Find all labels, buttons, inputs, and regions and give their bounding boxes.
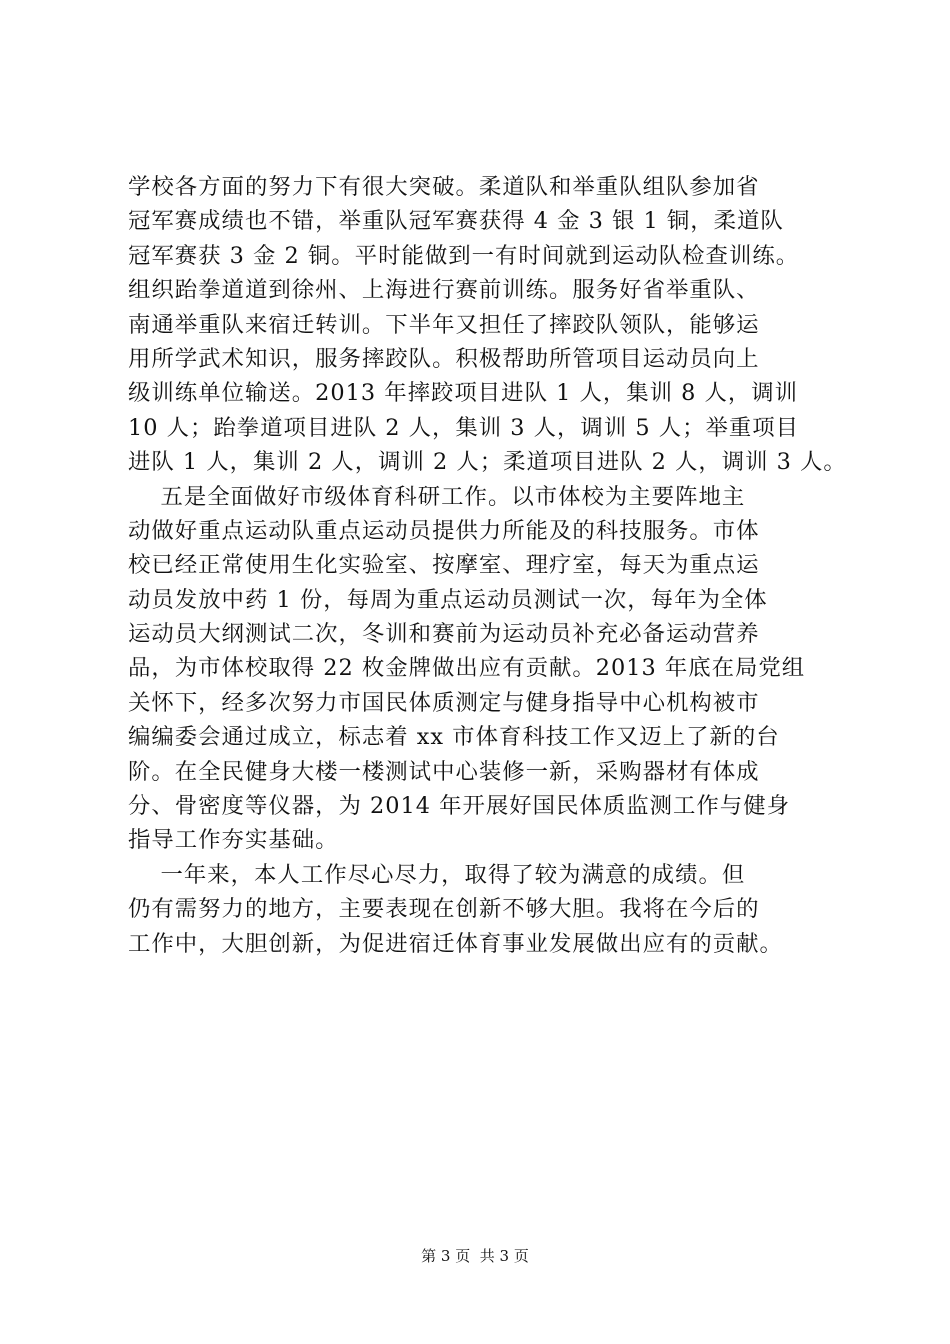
text-line: 南通举重队来宿迁转训。下半年又担任了摔跤队领队，能够运 [128, 311, 760, 338]
text-line: 动员发放中药 1 份，每周为重点运动员测试一次，每年为全体 [128, 586, 768, 613]
body-text [128, 170, 848, 961]
text-line: 指导工作夯实基础。 [128, 827, 339, 854]
text-line: 五是全面做好市级体育科研工作。以市体校为主要阵地主 [128, 483, 746, 510]
text-line: 校已经正常使用生化实验室、按摩室、理疗室，每天为重点运 [128, 552, 760, 579]
text-line: 一年来，本人工作尽心尽力，取得了较为满意的成绩。但 [128, 861, 746, 888]
text-line: 运动员大纲测试二次，冬训和赛前为运动员补充必备运动营养 [128, 621, 760, 648]
text-line: 品，为市体校取得 22 枚金牌做出应有贡献。2013 年底在局党组 [128, 655, 806, 682]
text-line: 冠军赛获 3 金 2 铜。平时能做到一有时间就到运动队检查训练。 [128, 242, 800, 269]
text-line: 用所学武术知识，服务摔跤队。积极帮助所管项目运动员向上 [128, 345, 760, 372]
text-line: 阶。在全民健身大楼一楼测试中心装修一新，采购器材有体成 [128, 758, 760, 785]
text-line: 10 人；跆拳道项目进队 2 人，集训 3 人，调训 5 人；举重项目 [128, 414, 800, 441]
text-line: 编编委会通过成立，标志着 xx 市体育科技工作又迈上了新的台 [128, 724, 780, 751]
text-line: 学校各方面的努力下有很大突破。柔道队和举重队组队参加省 [128, 174, 760, 200]
text-line: 动做好重点运动队重点运动员提供力所能及的科技服务。市体 [128, 517, 760, 544]
text-line: 进队 1 人，集训 2 人，调训 2 人；柔道项目进队 2 人，调训 3 人。 [128, 449, 847, 476]
text-line: 组织跆拳道道到徐州、上海进行赛前训练。服务好省举重队、 [128, 277, 760, 304]
text-line: 工作中，大胆创新，为促进宿迁体育事业发展做出应有的贡献。 [128, 930, 783, 957]
text-line: 分、骨密度等仪器，为 2014 年开展好国民体质监测工作与健身 [128, 793, 790, 820]
text-line: 关怀下，经多次努力市国民体质测定与健身指导中心机构被市 [128, 689, 760, 716]
text-line: 级训练单位输送。2013 年摔跤项目进队 1 人，集训 8 人，调训 [128, 380, 799, 407]
text-line: 冠军赛成绩也不错，举重队冠军赛获得 4 金 3 银 1 铜，柔道队 [128, 208, 784, 235]
text-line: 仍有需努力的地方，主要表现在创新不够大胆。我将在今后的 [128, 896, 760, 923]
page-number-footer: 第 3 页 共 3 页 [421, 1247, 529, 1265]
